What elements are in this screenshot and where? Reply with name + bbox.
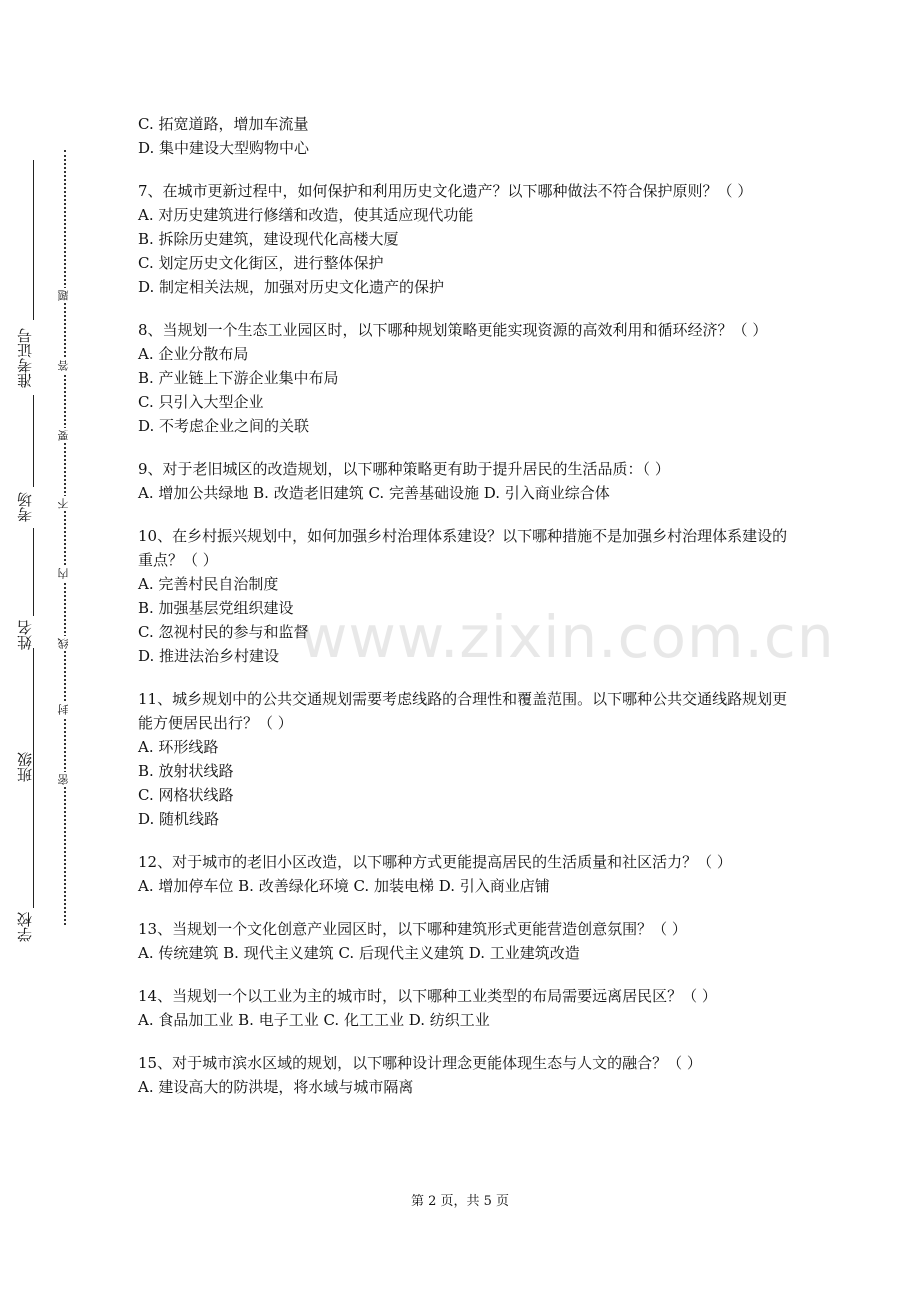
option-line: B. 加强基层党组织建设 (138, 599, 294, 617)
ticket-fill-line (33, 160, 34, 320)
option-line: B. 拆除历史建筑，建设现代化高楼大厦 (138, 230, 399, 248)
question-stem: 9、对于老旧城区的改造规划，以下哪种策略更有助于提升居民的生活品质：（ ） (138, 460, 670, 478)
seal-word: 封 (57, 704, 70, 715)
name-label: 姓名 (16, 620, 34, 650)
option-line: A. 对历史建筑进行修缮和改造，使其适应现代功能 (138, 206, 474, 224)
option-line: A. 传统建筑 B. 现代主义建筑 C. 后现代主义建筑 D. 工业建筑改造 (138, 944, 580, 962)
question-12 (138, 850, 788, 898)
question-14 (138, 984, 788, 1032)
room-fill-line (33, 395, 34, 487)
question-stem: 14、当规划一个以工业为主的城市时，以下哪种工业类型的布局需要远离居民区？（ ） (138, 987, 717, 1005)
question-13 (138, 917, 788, 965)
room-label: 考场 (16, 492, 34, 522)
question-stem: 7、在城市更新过程中，如何保护和利用历史文化遗产？以下哪种做法不符合保护原则？（ ） (138, 182, 753, 200)
question-9 (138, 457, 788, 505)
option-line: C. 网格状线路 (138, 786, 234, 804)
option-line: C. 忽视村民的参与和监督 (138, 623, 309, 641)
question-stem: 13、当规划一个文化创意产业园区时，以下哪种建筑形式更能营造创意氛围？（ ） (138, 920, 687, 938)
seal-word: 线 (57, 638, 70, 649)
question-stem: 11、城乡规划中的公共交通规划需要考虑线路的合理性和覆盖范围。以下哪种公共交通线路规划更能方便居民出行？（ ） (138, 690, 788, 732)
seal-word: 题 (57, 290, 70, 301)
seal-word: 答 (57, 360, 70, 371)
seal-word: 内 (57, 568, 70, 579)
option-line: A. 建设高大的防洪堤，将水域与城市隔离 (138, 1078, 414, 1096)
seal-word: 不 (57, 498, 70, 509)
ticket-label: 准考证号 (16, 328, 34, 388)
question-10 (138, 524, 788, 668)
class-label: 班级 (16, 752, 34, 782)
option-line: D. 集中建设大型购物中心 (138, 139, 310, 157)
option-line: C. 拓宽道路，增加车流量 (138, 115, 309, 133)
option-line: A. 增加公共绿地 B. 改造老旧建筑 C. 完善基础设施 D. 引入商业综合体 (138, 484, 610, 502)
watermark: www.zixin.com.cn (300, 603, 835, 671)
question-stem: 8、当规划一个生态工业园区时，以下哪种规划策略更能实现资源的高效利用和循环经济？（ ） (138, 321, 768, 339)
binding-margin (0, 0, 110, 1302)
question-stem: 10、在乡村振兴规划中，如何加强乡村治理体系建设？以下哪种措施不是加强乡村治理体系建设的重点？（ ） (138, 527, 788, 569)
option-line: C. 只引入大型企业 (138, 393, 264, 411)
option-line: D. 随机线路 (138, 810, 220, 828)
question-stem: 15、对于城市滨水区域的规划，以下哪种设计理念更能体现生态与人文的融合？（ ） (138, 1054, 702, 1072)
page-footer: 第 2 页，共 5 页 (410, 1194, 510, 1209)
option-line: A. 完善村民自治制度 (138, 575, 279, 593)
option-line: D. 推进法治乡村建设 (138, 647, 280, 665)
question-stem: 12、对于城市的老旧小区改造，以下哪种方式更能提高居民的生活质量和社区活力？（ ） (138, 853, 732, 871)
name-fill-line (33, 528, 34, 616)
option-line: A. 环形线路 (138, 738, 219, 756)
option-line: A. 企业分散布局 (138, 345, 249, 363)
option-line: A. 食品加工业 B. 电子工业 C. 化工工业 D. 纺织工业 (138, 1011, 490, 1029)
seal-dotted-line (64, 150, 66, 925)
question-11 (138, 687, 788, 831)
question-content (138, 112, 788, 1099)
school-label: 学校 (16, 912, 34, 942)
option-line: B. 放射状线路 (138, 762, 234, 780)
seal-word: 要 (57, 430, 70, 441)
question-7 (138, 179, 788, 299)
option-line: C. 划定历史文化街区，进行整体保护 (138, 254, 384, 272)
question-15 (138, 1051, 788, 1099)
seal-word: 密 (57, 774, 70, 785)
option-line: A. 增加停车位 B. 改善绿化环境 C. 加装电梯 D. 引入商业店铺 (138, 877, 550, 895)
question-8 (138, 318, 788, 438)
option-line: B. 产业链上下游企业集中布局 (138, 369, 339, 387)
option-line: D. 制定相关法规，加强对历史文化遗产的保护 (138, 278, 445, 296)
option-line: D. 不考虑企业之间的关联 (138, 417, 310, 435)
